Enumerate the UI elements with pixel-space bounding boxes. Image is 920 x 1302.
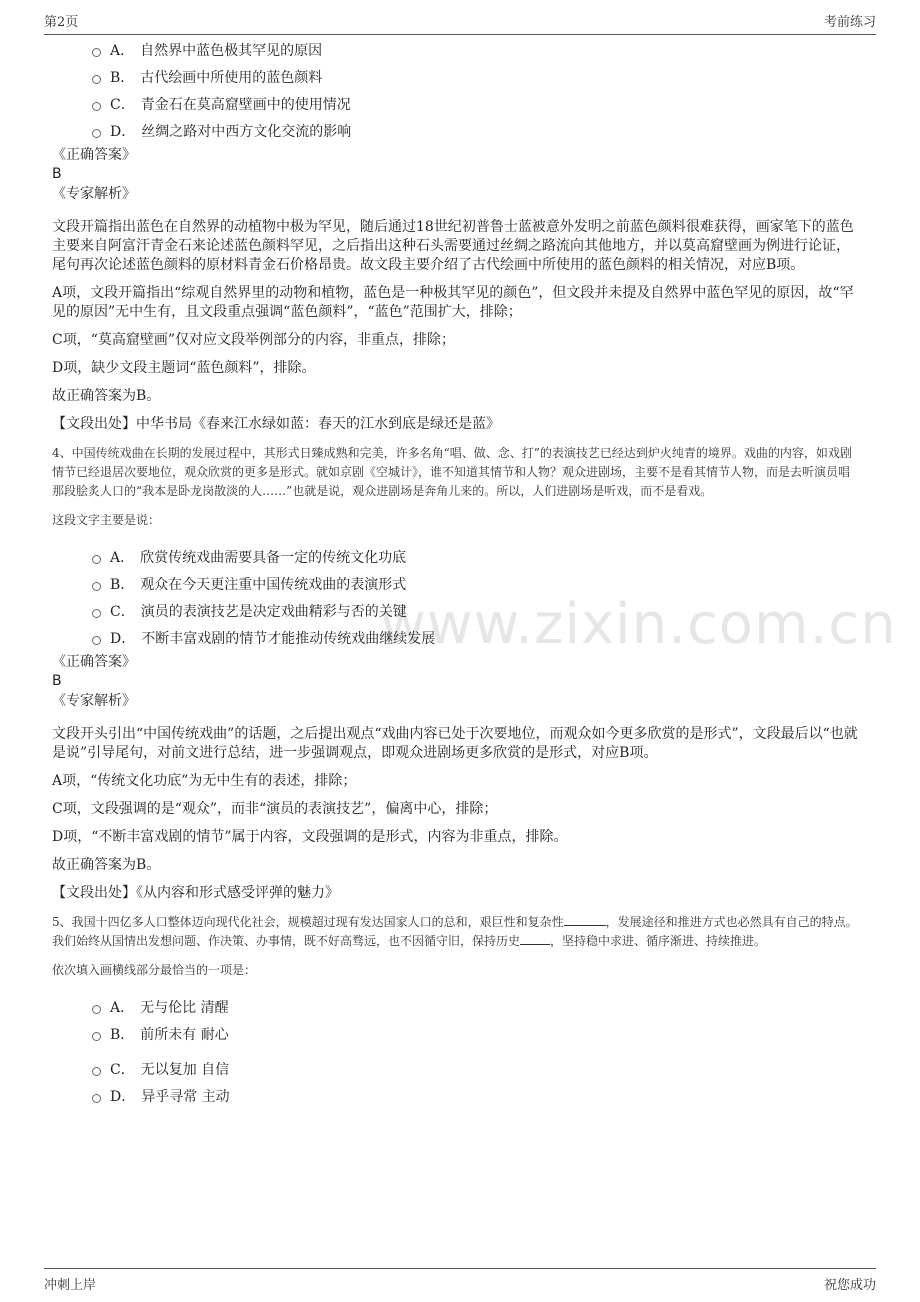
analysis-paragraph: C项，“莫高窟壁画”仅对应文段举例部分的内容，非重点，排除； [52, 332, 456, 348]
q5-option-b[interactable] [92, 1020, 860, 1047]
q4-option-c[interactable] [92, 597, 860, 624]
q3-option-a[interactable] [92, 36, 860, 63]
page-header [44, 10, 876, 35]
option-text: 自然界中蓝色极其罕见的原因 [140, 42, 323, 59]
option-text: 不断丰富戏剧的情节才能推动传统戏曲继续发展 [141, 630, 436, 647]
q5-options [92, 993, 860, 1109]
q3-options [92, 36, 860, 144]
source-citation: 【文段出处】中华书局《春来江水绿如蓝：春天的江水到底是绿还是蓝》 [52, 416, 500, 432]
q3-option-d[interactable] [92, 117, 860, 144]
radio-icon[interactable] [92, 48, 101, 57]
radio-icon[interactable] [92, 1005, 101, 1014]
analysis-paragraph: D项，“不断丰富戏剧的情节”属于内容，文段强调的是形式，内容为非重点，排除。 [52, 829, 568, 845]
question-stem: 4、中国传统戏曲在长期的发展过程中，其形式日臻成熟和完美，许多名角“唱、做、念、打”的表演技艺已经达到炉火纯青的境界。戏曲的内容，如戏剧情节已经退居次要地位，观众欣赏的更多是形式。就如京剧《空城计》，谁不知道其情节和人物？观众进剧场，主要不是看其情节人物，而是去听演员唱那段脍炙人口的“我本是卧龙岗散淡的人……”也就是说，观众进剧场是奔角儿来的。所以，人们进剧场是听戏，而不是看戏。 [52, 446, 852, 498]
footer-left: 冲刺上岸 [44, 1277, 97, 1293]
radio-icon[interactable] [92, 555, 101, 564]
option-text: 无与伦比 清醒 [140, 999, 229, 1016]
radio-icon[interactable] [92, 582, 101, 591]
radio-icon[interactable] [92, 1094, 101, 1103]
watermark: www.zixin.com.cn [380, 592, 897, 657]
page-content [52, 36, 860, 1109]
analysis-label: 《专家解析》 [52, 186, 136, 202]
option-text: 异乎寻常 主动 [141, 1088, 230, 1105]
option-text: 古代绘画中所使用的蓝色颜料 [140, 69, 323, 86]
q4-options [92, 543, 860, 651]
header-title: 考前练习 [823, 14, 876, 30]
question-stem [52, 913, 860, 951]
fill-blank [564, 913, 606, 926]
analysis-paragraph: A项，“传统文化功底”为无中生有的表述，排除； [52, 773, 357, 789]
option-letter: D． [110, 123, 136, 140]
q4-option-a[interactable] [92, 543, 860, 570]
option-letter: D． [110, 630, 136, 647]
radio-icon[interactable] [92, 129, 101, 138]
analysis-conclusion: 故正确答案为B。 [52, 388, 161, 404]
option-letter: D． [110, 1088, 136, 1105]
stem-text: ，坚持稳中求进、循序渐进、持续推进。 [550, 934, 767, 948]
analysis-paragraph: 文段开篇指出蓝色在自然界的动植物中极为罕见，随后通过18世纪初普鲁士蓝被意外发明之前蓝色颜料很难获得，画家笔下的蓝色主要来自阿富汗青金石来论述蓝色颜料罕见，之后指出这种石头需要通过丝绸之路流向其他地方，并以莫高窟壁画为例进行论证，尾句再次论述蓝色颜料的原材料青金石价格昂贵。故文段主要介绍了古代绘画中所使用的蓝色颜料的相关情况，对应B项。 [52, 219, 854, 273]
answer-value: B [52, 166, 62, 182]
analysis-label: 《专家解析》 [52, 693, 136, 709]
footer-right: 祝您成功 [823, 1277, 876, 1293]
q4-option-b[interactable] [92, 570, 860, 597]
q4-option-d[interactable] [92, 624, 860, 651]
page-footer [44, 1268, 876, 1293]
analysis-paragraph: D项，缺少文段主题词“蓝色颜料”，排除。 [52, 360, 316, 376]
option-letter: B． [110, 69, 135, 86]
option-text: 丝绸之路对中西方文化交流的影响 [141, 123, 352, 140]
analysis-paragraph: C项，文段强调的是“观众”，而非“演员的表演技艺”，偏离中心，排除； [52, 801, 498, 817]
option-letter: A． [110, 42, 135, 59]
analysis-paragraph: A项，文段开篇指出“综观自然界里的动物和植物，蓝色是一种极其罕见的颜色”，但文段并未提及自然界中蓝色罕见的原因，故“罕见的原因”无中生有，且文段重点强调“蓝色颜料”，“蓝色”范围扩大，排除； [52, 285, 854, 320]
radio-icon[interactable] [92, 75, 101, 84]
radio-icon[interactable] [92, 102, 101, 111]
option-text: 前所未有 耐心 [140, 1026, 229, 1043]
source-citation: 【文段出处】《从内容和形式感受评弹的魅力》 [52, 885, 339, 901]
question-prompt: 依次填入画横线部分最恰当的一项是： [52, 963, 257, 977]
option-text: 观众在今天更注重中国传统戏曲的表演形式 [140, 576, 407, 593]
option-text: 演员的表演技艺是决定戏曲精彩与否的关键 [140, 603, 407, 620]
q3-option-c[interactable] [92, 90, 860, 117]
option-letter: A． [110, 549, 135, 566]
option-letter: B． [110, 1026, 135, 1043]
radio-icon[interactable] [92, 1067, 101, 1076]
q5-option-d[interactable] [92, 1082, 860, 1109]
radio-icon[interactable] [92, 636, 101, 645]
answer-value: B [52, 673, 62, 689]
q5-option-a[interactable] [92, 993, 860, 1020]
option-letter: C． [110, 603, 135, 620]
option-text: 欣赏传统戏曲需要具备一定的传统文化功底 [140, 549, 407, 566]
stem-text: 5、我国十四亿多人口整体迈向现代化社会，规模超过现有发达国家人口的总和，艰巨性和复杂性 [52, 915, 564, 929]
q3-option-b[interactable] [92, 63, 860, 90]
stem-text: ，发展途径和推进方式也必然具有自己的特点。我们始终从国情出发想问题、作决策、办事情，既不好高骛远，也不因循守旧，保持历史 [52, 915, 858, 948]
option-text: 青金石在莫高窟壁画中的使用情况 [140, 96, 351, 113]
option-letter: C． [110, 1061, 135, 1078]
option-letter: B． [110, 576, 135, 593]
option-letter: A． [110, 999, 135, 1016]
radio-icon[interactable] [92, 1032, 101, 1041]
option-letter: C． [110, 96, 135, 113]
answer-label: 《正确答案》 [52, 147, 136, 163]
question-prompt: 这段文字主要是说： [52, 513, 161, 527]
fill-blank [520, 932, 550, 945]
option-text: 无以复加 自信 [140, 1061, 230, 1078]
analysis-paragraph: 文段开头引出“中国传统戏曲”的话题，之后提出观点“戏曲内容已处于次要地位，而观众如今更多欣赏的是形式”，文段最后以“也就是说”引导尾句，对前文进行总结，进一步强调观点，即观众进剧场更多欣赏的是形式，对应B项。 [52, 726, 858, 761]
radio-icon[interactable] [92, 609, 101, 618]
answer-label: 《正确答案》 [52, 654, 136, 670]
q5-option-c[interactable] [92, 1055, 860, 1082]
page-number: 第2页 [44, 14, 79, 30]
analysis-conclusion: 故正确答案为B。 [52, 857, 161, 873]
